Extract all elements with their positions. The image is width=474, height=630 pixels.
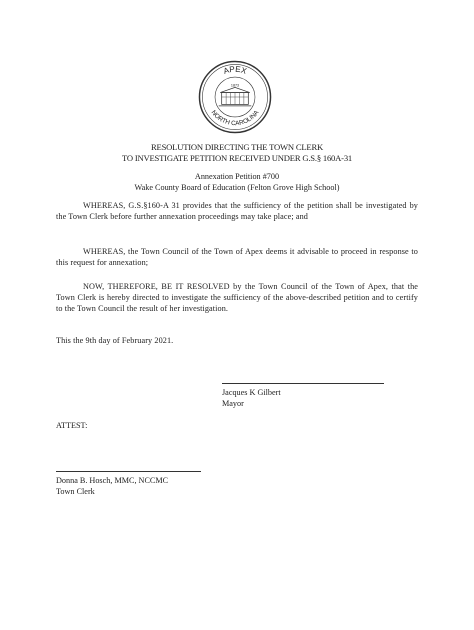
whereas-paragraph-1-text: WHEREAS, G.S.§160-A 31 provides that the sufficiency of the petition shall be investigated by the Town Clerk before further annexation proceedings may take place; and	[56, 201, 418, 221]
svg-text:APEX	[222, 65, 248, 76]
mayor-title: Mayor	[222, 399, 244, 408]
clerk-name: Donna B. Hosch, MMC, NCCMC	[56, 476, 169, 485]
resolution-title-line-2: TO INVESTIGATE PETITION RECEIVED UNDER G.S.§ 160A-31	[121, 153, 353, 163]
resolved-paragraph-text: NOW, THEREFORE, BE IT RESOLVED by the Town Council of the Town of Apex, that the Town Clerk is hereby directed to investigate the sufficiency of the above-described petition and to certify to the Town Council the result of her investigation.	[56, 282, 418, 313]
whereas-paragraph-2-text: WHEREAS, the Town Council of the Town of Apex deems it advisable to proceed in response to this request for annexation;	[56, 247, 418, 267]
seal-year: 1873	[230, 83, 240, 88]
seal-top-text: APEX	[222, 64, 248, 76]
whereas-paragraph-2	[56, 246, 418, 268]
mayor-name: Jacques K Gilbert	[222, 388, 281, 397]
clerk-signature-line	[56, 471, 201, 472]
whereas-paragraph-1	[56, 200, 418, 222]
town-seal-icon	[198, 60, 272, 134]
clerk-title: Town Clerk	[56, 487, 95, 496]
mayor-signature-line	[222, 383, 384, 384]
seal-bottom-text: NORTH CAROLINA	[209, 109, 261, 128]
petition-number: Annexation Petition #700	[194, 172, 280, 181]
date-line: This the 9th day of February 2021.	[56, 336, 174, 345]
petitioner-name: Wake County Board of Education (Felton Grove High School)	[134, 183, 340, 192]
attest-label: ATTEST:	[56, 421, 88, 430]
resolution-title-line-1: RESOLUTION DIRECTING THE TOWN CLERK	[150, 142, 324, 152]
resolved-paragraph	[56, 281, 418, 314]
